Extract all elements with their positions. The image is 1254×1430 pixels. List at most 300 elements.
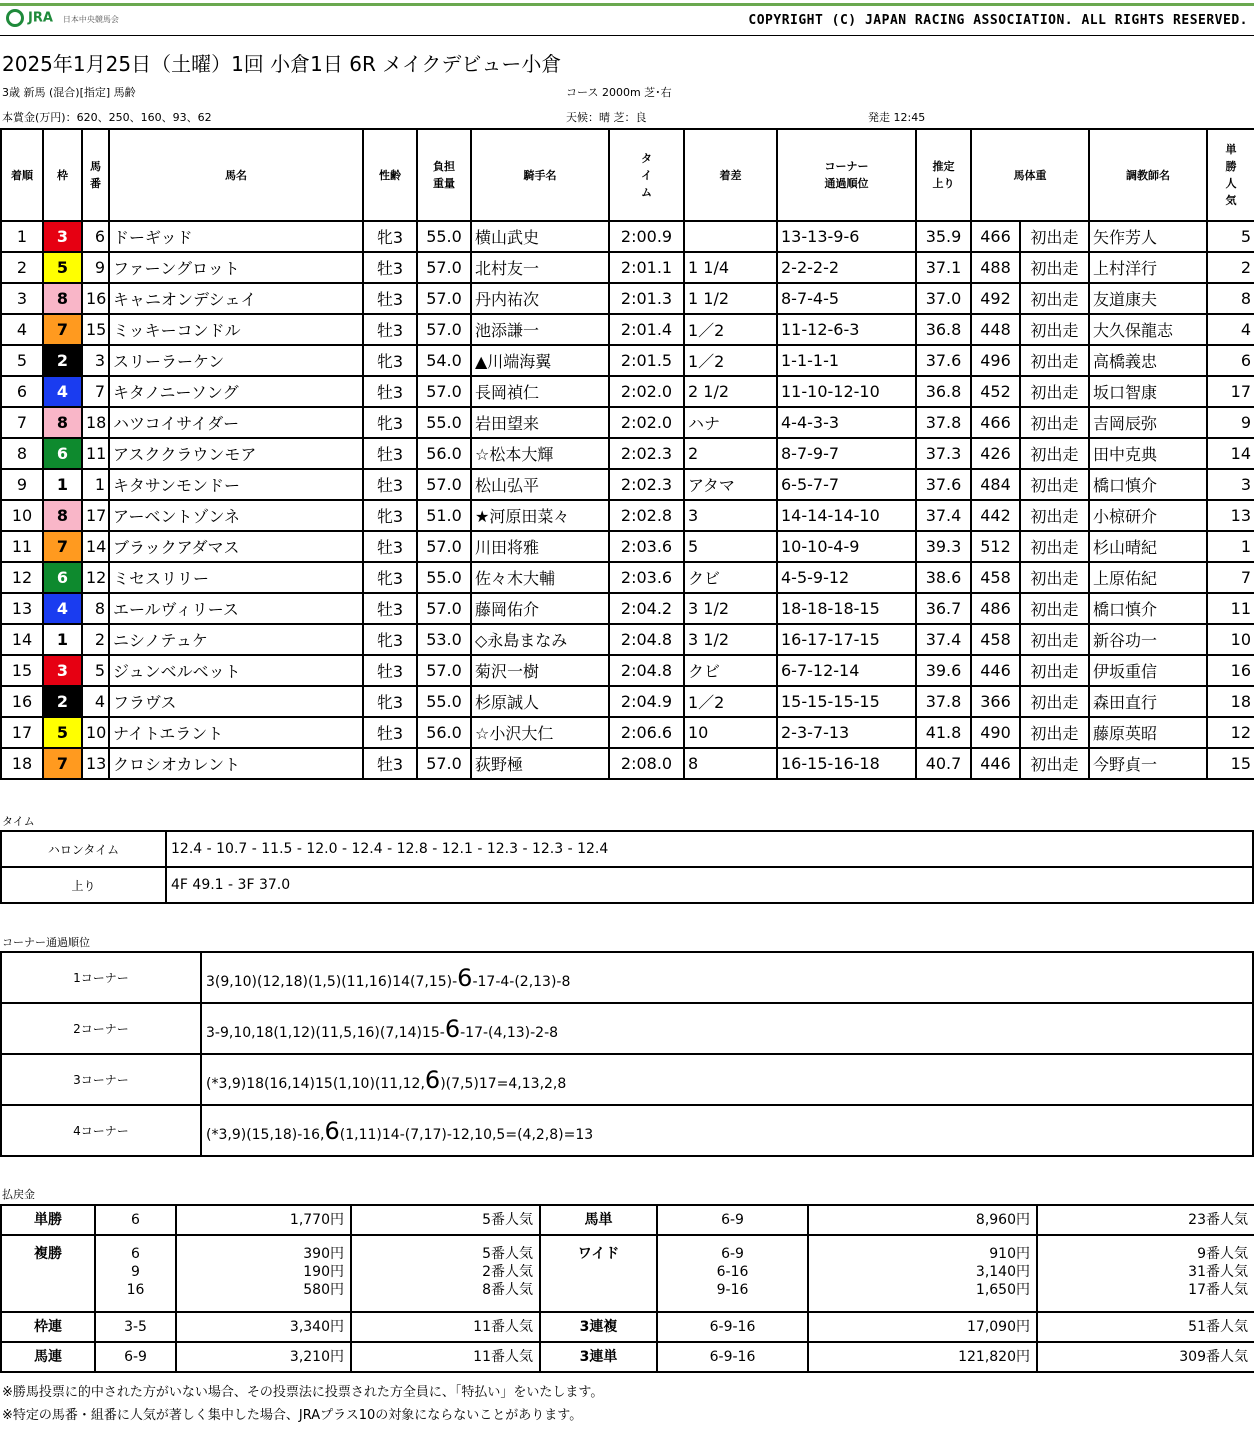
body-weight-cell: 426 [971, 438, 1020, 469]
last3f-cell: 36.8 [916, 314, 971, 345]
horse-number-cell: 11 [82, 438, 109, 469]
results-table [0, 128, 1254, 780]
umaren-label: 馬連 [1, 1342, 95, 1372]
rank-cell: 7 [1, 407, 43, 438]
last3f-cell: 37.1 [916, 252, 971, 283]
wide-payout-2: 3,140円 [975, 1264, 1030, 1280]
header-divider [0, 35, 1254, 36]
jockey-link[interactable]: 丹内祐次 [471, 283, 609, 314]
last3f-cell: 37.4 [916, 624, 971, 655]
header-weight-carried: 負担 重量 [417, 129, 471, 221]
weight-carried-cell: 57.0 [417, 531, 471, 562]
body-weight-diff-cell: 初出走 [1020, 345, 1089, 376]
trainer-link[interactable]: 新谷功一 [1089, 624, 1207, 655]
jockey-link[interactable]: 長岡禎仁 [471, 376, 609, 407]
weight-carried-cell: 55.0 [417, 407, 471, 438]
waku-cell: 5 [43, 252, 82, 283]
time-cell: 2:00.9 [609, 221, 684, 252]
race-post-time: 発走 12:45 [868, 111, 926, 124]
corner-1-pre: 3(9,10)(12,18)(1,5)(11,16)14(7,15)- [206, 973, 458, 990]
time-cell: 2:01.4 [609, 314, 684, 345]
fukusho-payouts [176, 1235, 351, 1312]
last3f-cell: 37.4 [916, 500, 971, 531]
waku-cell: 3 [43, 221, 82, 252]
body-weight-cell: 442 [971, 500, 1020, 531]
body-weight-cell: 488 [971, 252, 1020, 283]
margin-cell: 2 1/2 [684, 376, 777, 407]
result-row [1, 252, 1254, 283]
time-cell: 2:01.3 [609, 283, 684, 314]
header-corner: コーナー 通過順位 [777, 129, 916, 221]
horse-number-cell: 6 [82, 221, 109, 252]
popularity-cell: 16 [1207, 655, 1254, 686]
horse-name-link[interactable]: ミセスリリー [109, 562, 363, 593]
trainer-link[interactable]: 橋口慎介 [1089, 469, 1207, 500]
jockey-link[interactable]: 岩田望来 [471, 407, 609, 438]
last3f-cell: 35.9 [916, 221, 971, 252]
body-weight-cell: 490 [971, 717, 1020, 748]
horse-number-cell: 9 [82, 252, 109, 283]
corner-row-1 [1, 952, 1253, 1003]
horse-number-cell: 1 [82, 469, 109, 500]
jockey-link[interactable]: 藤岡佑介 [471, 593, 609, 624]
header-jockey: 騎手名 [471, 129, 609, 221]
wakuren-label: 枠連 [1, 1312, 95, 1342]
time-cell: 2:04.9 [609, 686, 684, 717]
payout-row-4 [1, 1342, 1254, 1372]
margin-cell: 5 [684, 531, 777, 562]
sex-age-cell: 牡3 [363, 593, 417, 624]
umaren-payout: 3,210円 [176, 1342, 351, 1372]
sanrentan-payout: 121,820円 [808, 1342, 1037, 1372]
weight-carried-cell: 53.0 [417, 624, 471, 655]
result-row [1, 531, 1254, 562]
popularity-cell: 10 [1207, 624, 1254, 655]
result-row [1, 748, 1254, 779]
fukusho-number-1: 6 [131, 1246, 140, 1262]
umatan-number: 6-9 [657, 1205, 808, 1235]
horse-number-cell: 17 [82, 500, 109, 531]
time-cell: 2:04.8 [609, 624, 684, 655]
umaren-number: 6-9 [95, 1342, 176, 1372]
trainer-link[interactable]: 上村洋行 [1089, 252, 1207, 283]
corner-2-value [201, 1003, 1253, 1054]
sex-age-cell: 牝3 [363, 624, 417, 655]
horse-name-link[interactable]: クロシオカレント [109, 748, 363, 779]
header-last3f: 推定 上り [916, 129, 971, 221]
corner-2-post: -17-(4,13)-2-8 [460, 1024, 559, 1041]
margin-cell: 10 [684, 717, 777, 748]
trainer-link[interactable]: 高橋義忠 [1089, 345, 1207, 376]
weight-carried-cell: 57.0 [417, 376, 471, 407]
sex-age-cell: 牡3 [363, 655, 417, 686]
corner-cell: 2-2-2-2 [777, 252, 916, 283]
time-cell: 2:03.6 [609, 531, 684, 562]
corner-3-highlight: 6 [424, 1065, 441, 1094]
waku-cell: 6 [43, 562, 82, 593]
race-title: 2025年1月25日（土曜）1回 小倉1日 6R メイクデビュー小倉 [2, 52, 562, 76]
horse-name-link[interactable]: フラヴス [109, 686, 363, 717]
wide-popularity-3: 17番人気 [1188, 1282, 1248, 1298]
time-cell: 2:02.8 [609, 500, 684, 531]
body-weight-diff-cell: 初出走 [1020, 500, 1089, 531]
jockey-link[interactable]: 佐々木大輔 [471, 562, 609, 593]
popularity-cell: 17 [1207, 376, 1254, 407]
popularity-cell: 5 [1207, 221, 1254, 252]
horse-name-link[interactable]: キャニオンデシェイ [109, 283, 363, 314]
sex-age-cell: 牝3 [363, 500, 417, 531]
sex-age-cell: 牡3 [363, 438, 417, 469]
waku-cell: 7 [43, 531, 82, 562]
sex-age-cell: 牝3 [363, 345, 417, 376]
horse-number-cell: 13 [82, 748, 109, 779]
corner-cell: 4-4-3-3 [777, 407, 916, 438]
margin-cell: 3 1/2 [684, 593, 777, 624]
payout-section-label: 払戻金 [2, 1188, 35, 1201]
wide-payouts [808, 1235, 1037, 1312]
results-body [1, 221, 1254, 779]
time-cell: 2:03.6 [609, 562, 684, 593]
popularity-cell: 8 [1207, 283, 1254, 314]
rank-cell: 10 [1, 500, 43, 531]
body-weight-diff-cell: 初出走 [1020, 314, 1089, 345]
corner-cell: 13-13-9-6 [777, 221, 916, 252]
rank-cell: 14 [1, 624, 43, 655]
umatan-label: 馬単 [540, 1205, 657, 1235]
body-weight-cell: 484 [971, 469, 1020, 500]
agari-row [1, 867, 1253, 903]
waku-cell: 4 [43, 593, 82, 624]
trainer-link[interactable]: 矢作芳人 [1089, 221, 1207, 252]
sex-age-cell: 牡3 [363, 314, 417, 345]
result-row [1, 655, 1254, 686]
last3f-cell: 40.7 [916, 748, 971, 779]
popularity-cell: 14 [1207, 438, 1254, 469]
time-cell: 2:02.3 [609, 438, 684, 469]
wide-label: ワイド [540, 1235, 657, 1312]
rank-cell: 16 [1, 686, 43, 717]
horse-name-link[interactable]: エールヴィリース [109, 593, 363, 624]
jockey-link[interactable]: ☆小沢大仁 [471, 717, 609, 748]
jockey-link[interactable]: 菊沢一樹 [471, 655, 609, 686]
agari-value: 4F 49.1 - 3F 37.0 [166, 867, 1253, 903]
trainer-link[interactable]: 坂口智康 [1089, 376, 1207, 407]
body-weight-cell: 446 [971, 655, 1020, 686]
tansho-popularity: 5番人気 [351, 1205, 540, 1235]
weight-carried-cell: 55.0 [417, 221, 471, 252]
fukusho-numbers [95, 1235, 176, 1312]
fukusho-number-3: 16 [126, 1282, 145, 1298]
corner-3-value [201, 1054, 1253, 1105]
body-weight-diff-cell: 初出走 [1020, 221, 1089, 252]
result-row [1, 469, 1254, 500]
trainer-link[interactable]: 伊坂重信 [1089, 655, 1207, 686]
umatan-payout: 8,960円 [808, 1205, 1037, 1235]
jra-logo-text: JRA [28, 10, 53, 26]
waku-cell: 7 [43, 748, 82, 779]
race-conditions: 3歳 新馬 (混合)[指定] 馬齢 [2, 86, 136, 99]
rank-cell: 5 [1, 345, 43, 376]
sex-age-cell: 牡3 [363, 376, 417, 407]
result-row [1, 314, 1254, 345]
corner-1-post: -17-4-(2,13)-8 [472, 973, 571, 990]
header-rank: 着順 [1, 129, 43, 221]
sanrenpuku-popularity: 51番人気 [1037, 1312, 1254, 1342]
fukusho-popularity-1: 5番人気 [482, 1246, 533, 1262]
jockey-link[interactable]: 杉原誠人 [471, 686, 609, 717]
horse-name-link[interactable]: ニシノテュケ [109, 624, 363, 655]
sex-age-cell: 牝3 [363, 407, 417, 438]
result-row [1, 717, 1254, 748]
rank-cell: 12 [1, 562, 43, 593]
last3f-cell: 37.8 [916, 686, 971, 717]
horse-number-cell: 4 [82, 686, 109, 717]
corner-cell: 15-15-15-15 [777, 686, 916, 717]
horse-name-link[interactable]: ファーングロット [109, 252, 363, 283]
jra-logo[interactable] [6, 9, 119, 27]
sex-age-cell: 牝3 [363, 221, 417, 252]
margin-cell: 1／2 [684, 686, 777, 717]
last3f-cell: 41.8 [916, 717, 971, 748]
body-weight-diff-cell: 初出走 [1020, 531, 1089, 562]
race-weather: 天候：晴 芝：良 [566, 111, 647, 124]
body-weight-cell: 366 [971, 686, 1020, 717]
popularity-cell: 2 [1207, 252, 1254, 283]
corner-2-label: 2コーナー [1, 1003, 201, 1054]
corner-cell: 11-12-6-3 [777, 314, 916, 345]
result-row [1, 624, 1254, 655]
horse-name-link[interactable]: ジュンベルベット [109, 655, 363, 686]
waku-cell: 8 [43, 283, 82, 314]
jockey-link[interactable]: ◇永島まなみ [471, 624, 609, 655]
corner-3-label: 3コーナー [1, 1054, 201, 1105]
body-weight-cell: 512 [971, 531, 1020, 562]
horse-name-link[interactable]: キタノニーソング [109, 376, 363, 407]
horse-number-cell: 15 [82, 314, 109, 345]
corner-3-pre: (*3,9)18(16,14)15(1,10)(11,12, [206, 1075, 425, 1092]
fukusho-number-2: 9 [131, 1264, 140, 1280]
body-weight-diff-cell: 初出走 [1020, 438, 1089, 469]
margin-cell: 8 [684, 748, 777, 779]
body-weight-cell: 458 [971, 562, 1020, 593]
last3f-cell: 37.6 [916, 345, 971, 376]
margin-cell: アタマ [684, 469, 777, 500]
weight-carried-cell: 57.0 [417, 593, 471, 624]
result-row [1, 562, 1254, 593]
corner-cell: 6-5-7-7 [777, 469, 916, 500]
wide-number-2: 6-16 [716, 1264, 749, 1280]
trainer-link[interactable]: 吉岡辰弥 [1089, 407, 1207, 438]
waku-cell: 8 [43, 500, 82, 531]
trainer-link[interactable]: 大久保龍志 [1089, 314, 1207, 345]
body-weight-diff-cell: 初出走 [1020, 407, 1089, 438]
jockey-link[interactable]: 荻野極 [471, 748, 609, 779]
results-header-row [1, 129, 1254, 221]
horse-name-link[interactable]: ブラックアダマス [109, 531, 363, 562]
jockey-link[interactable]: 池添謙一 [471, 314, 609, 345]
corner-cell: 16-15-16-18 [777, 748, 916, 779]
wide-payout-1: 910円 [989, 1246, 1030, 1262]
result-row [1, 438, 1254, 469]
trainer-link[interactable]: 今野貞一 [1089, 748, 1207, 779]
rank-cell: 1 [1, 221, 43, 252]
trainer-link[interactable]: 田中克典 [1089, 438, 1207, 469]
body-weight-diff-cell: 初出走 [1020, 252, 1089, 283]
jockey-link[interactable]: 横山武史 [471, 221, 609, 252]
popularity-cell: 6 [1207, 345, 1254, 376]
weight-carried-cell: 57.0 [417, 283, 471, 314]
horse-name-link[interactable]: アスククラウンモア [109, 438, 363, 469]
wide-numbers [657, 1235, 808, 1312]
sex-age-cell: 牡3 [363, 469, 417, 500]
margin-cell: クビ [684, 562, 777, 593]
body-weight-diff-cell: 初出走 [1020, 562, 1089, 593]
time-cell: 2:04.8 [609, 655, 684, 686]
corner-cell: 4-5-9-12 [777, 562, 916, 593]
result-row [1, 345, 1254, 376]
trainer-link[interactable]: 友道康夫 [1089, 283, 1207, 314]
popularity-cell: 7 [1207, 562, 1254, 593]
horse-number-cell: 3 [82, 345, 109, 376]
popularity-cell: 11 [1207, 593, 1254, 624]
tansho-payout: 1,770円 [176, 1205, 351, 1235]
fukusho-popularity-3: 8番人気 [482, 1282, 533, 1298]
waku-cell: 2 [43, 345, 82, 376]
last3f-cell: 37.0 [916, 283, 971, 314]
body-weight-cell: 458 [971, 624, 1020, 655]
horse-name-link[interactable]: アーベントゾンネ [109, 500, 363, 531]
sex-age-cell: 牝3 [363, 686, 417, 717]
sex-age-cell: 牡3 [363, 717, 417, 748]
umaren-popularity: 11番人気 [351, 1342, 540, 1372]
result-row [1, 283, 1254, 314]
result-row [1, 593, 1254, 624]
jockey-link[interactable]: ☆松本大輝 [471, 438, 609, 469]
lap-time-row [1, 831, 1253, 867]
popularity-cell: 13 [1207, 500, 1254, 531]
horse-number-cell: 5 [82, 655, 109, 686]
result-row [1, 221, 1254, 252]
corner-section-label: コーナー通過順位 [2, 936, 90, 949]
waku-cell: 2 [43, 686, 82, 717]
margin-cell: クビ [684, 655, 777, 686]
trainer-link[interactable]: 小椋研介 [1089, 500, 1207, 531]
wakuren-number: 3-5 [95, 1312, 176, 1342]
jockey-link[interactable]: 川田将雅 [471, 531, 609, 562]
weight-carried-cell: 54.0 [417, 345, 471, 376]
rank-cell: 9 [1, 469, 43, 500]
fukusho-label: 複勝 [1, 1235, 95, 1312]
payout-row-1 [1, 1205, 1254, 1235]
waku-cell: 1 [43, 624, 82, 655]
corner-cell: 6-7-12-14 [777, 655, 916, 686]
corner-row-4 [1, 1105, 1253, 1156]
wakuren-popularity: 11番人気 [351, 1312, 540, 1342]
horse-name-link[interactable]: ミッキーコンドル [109, 314, 363, 345]
body-weight-cell: 452 [971, 376, 1020, 407]
popularity-cell: 4 [1207, 314, 1254, 345]
fukusho-popularities [351, 1235, 540, 1312]
note-special-payout: ※勝馬投票に的中された方がいない場合、その投票法に投票された方全員に、「特払い」をいたします。 [2, 1385, 604, 1400]
corner-cell: 1-1-1-1 [777, 345, 916, 376]
wakuren-payout: 3,340円 [176, 1312, 351, 1342]
body-weight-diff-cell: 初出走 [1020, 686, 1089, 717]
body-weight-diff-cell: 初出走 [1020, 717, 1089, 748]
top-bar [0, 0, 1254, 36]
weight-carried-cell: 57.0 [417, 655, 471, 686]
time-cell: 2:02.0 [609, 407, 684, 438]
header-horse-number: 馬 番 [82, 129, 109, 221]
corner-1-label: 1コーナー [1, 952, 201, 1003]
trainer-link[interactable]: 上原佑紀 [1089, 562, 1207, 593]
sex-age-cell: 牡3 [363, 252, 417, 283]
rank-cell: 15 [1, 655, 43, 686]
fukusho-popularity-2: 2番人気 [482, 1264, 533, 1280]
horse-name-link[interactable]: キタサンモンドー [109, 469, 363, 500]
rank-cell: 13 [1, 593, 43, 624]
corner-4-pre: (*3,9)(15,18)-16, [206, 1126, 325, 1143]
horse-name-link[interactable]: ハツコイサイダー [109, 407, 363, 438]
sex-age-cell: 牡3 [363, 748, 417, 779]
time-cell: 2:04.2 [609, 593, 684, 624]
last3f-cell: 37.8 [916, 407, 971, 438]
jockey-link[interactable]: ▲川端海翼 [471, 345, 609, 376]
header-time: タ イ ム [609, 129, 684, 221]
horse-name-link[interactable]: ドーギッド [109, 221, 363, 252]
jockey-link[interactable]: ★河原田菜々 [471, 500, 609, 531]
sanrenpuku-number: 6-9-16 [657, 1312, 808, 1342]
horse-number-cell: 7 [82, 376, 109, 407]
sex-age-cell: 牝3 [363, 562, 417, 593]
jockey-link[interactable]: 北村友一 [471, 252, 609, 283]
weight-carried-cell: 56.0 [417, 438, 471, 469]
fukusho-payout-3: 580円 [303, 1282, 344, 1298]
trainer-link[interactable]: 橋口慎介 [1089, 593, 1207, 624]
note-jra-plus10: ※特定の馬番・組番に人気が著しく集中した場合、JRAプラス10の対象にならないことがあります。 [2, 1408, 583, 1423]
corner-4-post: (1,11)14-(7,17)-12,10,5=(4,2,8)=13 [339, 1126, 594, 1143]
rank-cell: 8 [1, 438, 43, 469]
margin-cell: 1／2 [684, 345, 777, 376]
jockey-link[interactable]: 松山弘平 [471, 469, 609, 500]
corner-row-3 [1, 1054, 1253, 1105]
waku-cell: 7 [43, 314, 82, 345]
body-weight-cell: 466 [971, 407, 1020, 438]
popularity-cell: 1 [1207, 531, 1254, 562]
last3f-cell: 39.6 [916, 655, 971, 686]
trainer-link[interactable]: 森田直行 [1089, 686, 1207, 717]
header-margin: 着差 [684, 129, 777, 221]
horse-name-link[interactable]: スリーラーケン [109, 345, 363, 376]
corner-2-pre: 3-9,10,18(1,12)(11,5,16)(7,14)15- [206, 1024, 445, 1041]
time-cell: 2:06.6 [609, 717, 684, 748]
trainer-link[interactable]: 杉山晴紀 [1089, 531, 1207, 562]
body-weight-cell: 492 [971, 283, 1020, 314]
margin-cell: 3 [684, 500, 777, 531]
result-row [1, 686, 1254, 717]
header-body-weight: 馬体重 [971, 129, 1089, 221]
margin-cell: ハナ [684, 407, 777, 438]
wide-popularities [1037, 1235, 1254, 1312]
horse-name-link[interactable]: ナイトエラント [109, 717, 363, 748]
result-row [1, 407, 1254, 438]
time-section-label: タイム [2, 815, 35, 828]
rank-cell: 18 [1, 748, 43, 779]
margin-cell: 2 [684, 438, 777, 469]
body-weight-cell: 448 [971, 314, 1020, 345]
trainer-link[interactable]: 藤原英昭 [1089, 717, 1207, 748]
copyright-notice: COPYRIGHT (C) JAPAN RACING ASSOCIATION. ALL RIGHTS RESERVED. [748, 13, 1248, 28]
corner-4-value [201, 1105, 1253, 1156]
